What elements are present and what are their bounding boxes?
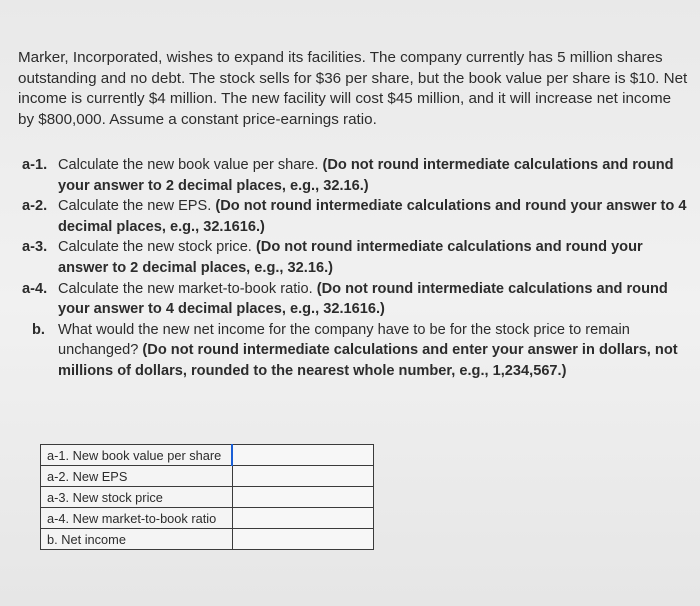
table-row <box>41 487 374 508</box>
answer-table <box>40 444 374 550</box>
question-list <box>22 155 687 382</box>
question-text: Calculate the new EPS. <box>58 198 212 215</box>
problem-statement <box>18 48 688 130</box>
problem-intro-text: Marker, Incorporated, wishes to expand its facilities. The company currently has 5 million shares outstanding and no debt. The stock sells for $36 per share, but the book value per share is $10. Net income is currently $4 million. The new facility will cost $45 million, and it will increase net income by $800,000. Assume a constant price-earnings ratio. <box>18 49 688 128</box>
question-label: a-4. <box>22 280 48 297</box>
table-row <box>41 466 374 487</box>
question-label: a-2. <box>22 198 48 215</box>
answer-cell-a4 <box>232 508 374 529</box>
answer-input-a1[interactable] <box>233 445 373 465</box>
answer-input-a2[interactable] <box>233 466 374 486</box>
answer-input-a3[interactable] <box>233 487 374 507</box>
answer-label-b: b. Net income <box>41 529 233 550</box>
question-instruction: (Do not round intermediate calculations and round your answer to 2 decimal places, e.g., 32.16.) <box>58 239 643 276</box>
answer-label-a1: a-1. New book value per share <box>41 445 233 466</box>
answer-label-a2: a-2. New EPS <box>41 466 233 487</box>
answer-cell-a2 <box>232 466 374 487</box>
question-b <box>22 320 687 382</box>
question-instruction: (Do not round intermediate calculations and round your answer to 2 decimal places, e.g., 32.16.) <box>58 157 674 194</box>
question-text: Calculate the new book value per share. <box>58 157 319 173</box>
answer-cell-a1 <box>232 445 374 466</box>
question-instruction: (Do not round intermediate calculations and round your answer to 4 decimal places, e.g., 32.1616.) <box>58 280 668 318</box>
question-a4 <box>22 279 687 320</box>
question-label: b. <box>32 321 45 338</box>
answer-label-a3: a-3. New stock price <box>41 487 233 508</box>
table-row <box>41 508 374 529</box>
table-row <box>41 445 374 466</box>
question-text: Calculate the new market-to-book ratio. <box>58 280 313 297</box>
question-a2 <box>22 196 687 237</box>
question-label: a-1. <box>22 157 48 173</box>
question-label: a-3. <box>22 239 48 256</box>
question-text: What would the new net income for the company have to be for the stock price to remain unchanged? <box>58 321 630 359</box>
table-row <box>41 529 374 550</box>
answer-cell-b <box>232 529 374 550</box>
question-instruction: (Do not round intermediate calculations and round your answer to 4 decimal places, e.g., 32.1616.) <box>58 198 687 235</box>
question-instruction: (Do not round intermediate calculations and enter your answer in dollars, not millions of dollars, rounded to the nearest whole number, e.g., 1,234,567.) <box>58 342 678 379</box>
answer-label-a4: a-4. New market-to-book ratio <box>41 508 233 529</box>
answer-input-a4[interactable] <box>233 508 374 528</box>
answer-input-b[interactable] <box>233 529 374 549</box>
question-a1 <box>22 155 687 196</box>
question-text: Calculate the new stock price. <box>58 239 252 256</box>
question-a3 <box>22 237 687 278</box>
answer-cell-a3 <box>232 487 374 508</box>
